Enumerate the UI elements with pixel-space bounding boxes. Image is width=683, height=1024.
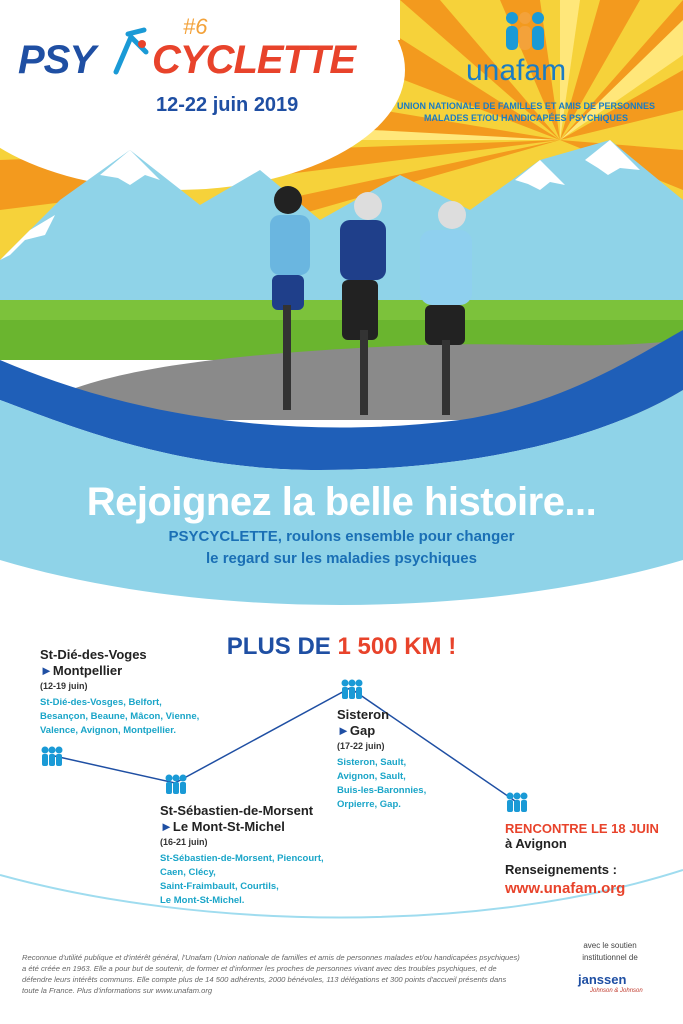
unafam-subtitle: UNION NATIONALE DE FAMILLES ET AMIS DE PERSONNES MALADES ET/OU HANDICAPÉES PSYCHIQUES	[396, 101, 656, 123]
people-marker-icon	[40, 746, 64, 768]
logo-psy: PSY	[18, 38, 96, 82]
finale-place: à Avignon	[505, 836, 567, 851]
route-leg-3: Sisteron ►Gap (17-22 juin) Sisteron, Sault, Avignon, Sault, Buis-les-Baronnies, Orpierre, Gap.	[337, 707, 427, 810]
sponsor-caption: avec le soutien institutionnel de	[582, 941, 638, 962]
unafam-logo-text: unafam	[466, 54, 567, 87]
route-leg-1: St-Dié-des-Voges ►Montpellier (12-19 juin) St-Dié-des-Vosges, Belfort, Besançon, Beaune, Mâcon, Vienne, Valence, Avignon, Montpellier.	[40, 647, 200, 736]
sponsor-logo: janssen	[578, 972, 627, 987]
distance-banner: PLUS DE 1 500 KM !	[226, 633, 457, 660]
people-marker-icon	[505, 792, 529, 814]
unafam-people-icon	[500, 10, 550, 52]
logo-cyclette: CYCLETTE	[152, 38, 356, 82]
info-link[interactable]: www.unafam.org	[505, 880, 626, 897]
people-marker-icon	[340, 679, 364, 701]
edition-number: #6	[183, 14, 208, 39]
finale-title: RENCONTRE LE 18 JUIN	[505, 821, 659, 836]
headline: Rejoignez la belle histoire...	[86, 480, 597, 524]
tagline: PSYCYCLETTE, roulons ensemble pour changer le regard sur les maladies psychiques	[168, 528, 515, 567]
event-dates: 12-22 juin 2019	[156, 94, 299, 116]
people-marker-icon	[164, 774, 188, 796]
route-leg-2: St-Sébastien-de-Morsent ►Le Mont-St-Michel (16-21 juin) St-Sébastien-de-Morsent, Piencourt, Caen, Clécy, Saint-Fraimbault, Courtils, Le Mont-St-Michel.	[160, 803, 324, 906]
info-label: Renseignements :	[505, 862, 617, 877]
legal-notice: Reconnue d'utilité publique et d'intérêt général, l'Unafam (Union nationale de familles et amis de personnes malades et/ou handicapées psychiques) a été créée en 1963. Elle a pour but de soutenir, de former et d'informer les proches de personnes vivant avec des troubles psychiques, et de défendre leurs intérêts communs. Elle compte plus de 14 500 adhérents, 2000 bénévoles, 113 délégations et 300 points d'accueil présents dans toute la France. Plus d'informations sur www.unafam.org	[22, 953, 520, 995]
sponsor-parent: Johnson & Johnson	[590, 988, 643, 994]
cyclist-logo-icon	[106, 22, 156, 82]
